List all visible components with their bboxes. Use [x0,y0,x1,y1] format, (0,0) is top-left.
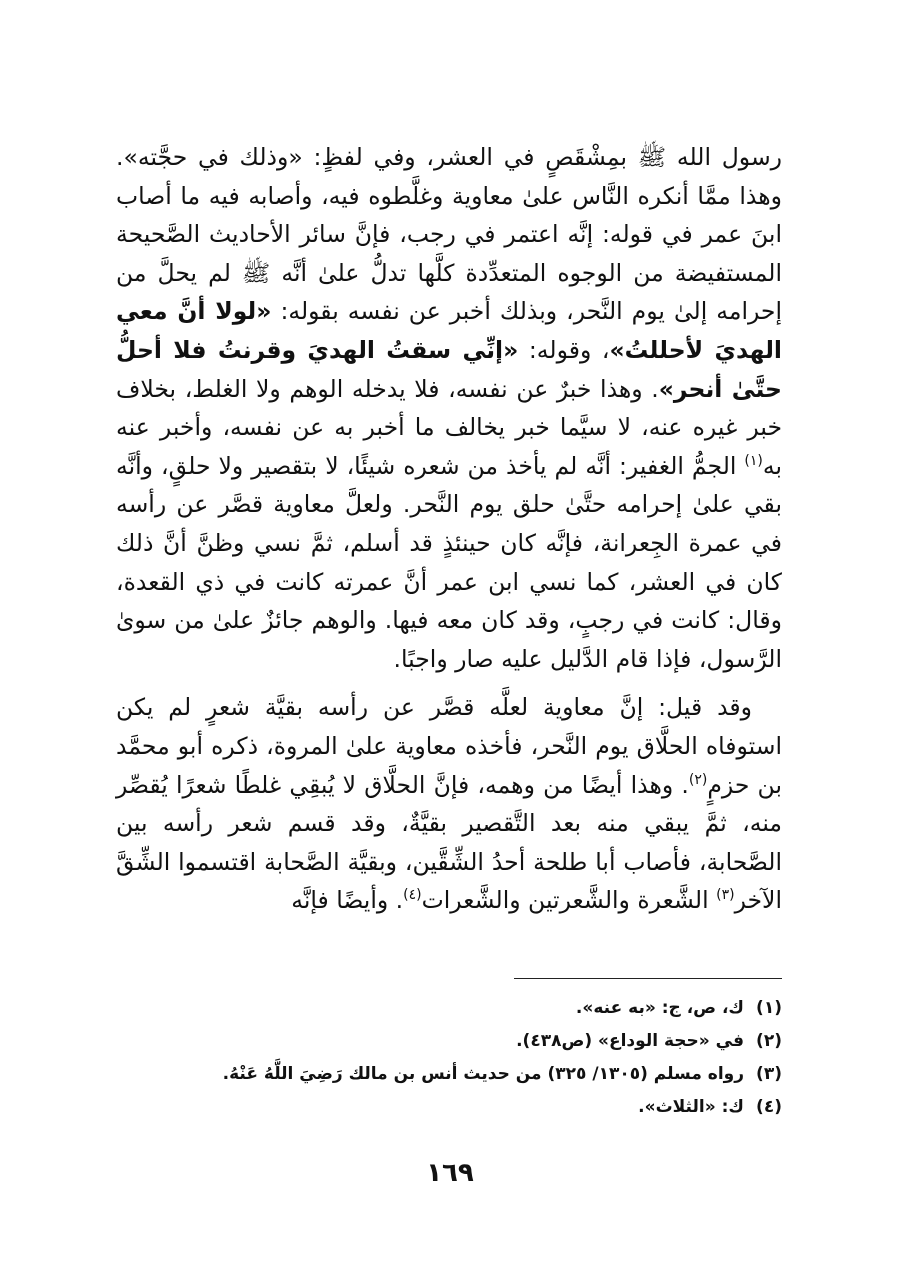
footnote-ref-1: (١) [744,452,763,469]
footnote-text: في «حجة الوداع» (ص٤٣٨). [516,1031,744,1051]
page-body [116,138,782,920]
footnote-ref-2: (٢) [688,771,708,788]
paragraph-2-text-2: . وهذا أيضًا من وهمه، فإنَّ الحلَّاق لا يُبقِي غلطًا شعرًا يُقصِّر منه، ثمَّ يبقي منه بعد التَّقصير بقيَّةٌ، وقد قسم شعر رأسه بين الصَّحابة، فأصاب أبا طلحة أحدُ الشِّقَّين، وبقيَّة الصَّحابة اقتسموا الشِّقَّ الآخر [116,770,782,915]
footnote-1 [116,992,782,1025]
footnote-number: (٣) [756,1064,782,1084]
footnote-text: ك: «الثلاث». [638,1097,744,1117]
paragraph-2-text-3: الشَّعرة والشَّعرتين والشَّعرات [421,886,717,915]
paragraph-2-text-1: وقد قيل: إنَّ معاوية لعلَّه قصَّر عن رأسه بقيَّة شعرٍ لم يكن استوفاه الحلَّاق يوم النَّحر، فأخذه معاوية علىٰ المروة، ذكره أبو محمَّد بن حزمٍ [116,693,782,799]
footnote-number: (١) [756,998,782,1018]
footnotes-list [116,992,782,1124]
hadith-quote-2: «إنِّي سقتُ الهديَ وقرنتُ فلا أحلُّ حتَّىٰ أنحر» [116,335,782,403]
paragraph-1-text-4: الجمُّ الغفير: أنَّه لم يأخذ من شعره شيئًا، لا بتقصير ولا حلقٍ، وأنَّه بقي علىٰ إحرامه حتَّىٰ حلق يوم النَّحر. ولعلَّ معاوية قصَّر عن رأسه في عمرة الجِعرانة، فإنَّه كان حينئذٍ قد أسلم، ثمَّ نسي وظنَّ أنَّ ذلك كان في العشر، كما نسي ابن عمر أنَّ عمرته كانت في ذي القعدة، وقال: كانت في رجبٍ، وقد كان معه فيها. والوهم جائزٌ علىٰ من سوىٰ الرَّسول، فإذا قام الدَّليل عليه صار واجبًا. [116,451,782,673]
footnote-4 [116,1091,782,1124]
paragraph-1-text-2: ، وقوله: [518,335,610,364]
hadith-quote-1: «لولا أنَّ معي الهديَ لأحللتُ» [116,297,782,364]
footnote-number: (٢) [756,1031,782,1051]
footnote-separator [514,978,782,979]
paragraph-1 [116,138,782,678]
paragraph-1-text-1: رسول الله ﷺ بمِشْقَصٍ في العشر، وفي لفظٍ: «وذلك في حجَّته». وهذا ممَّا أنكره النَّاس علىٰ معاوية وغلَّطوه فيه، وأصابه فيه ما أصاب ابنَ عمر في قوله: إنَّه اعتمر في رجب، فإنَّ سائر الأحاديث الصَّحيحة المستفيضة من الوجوه المتعدِّدة كلَّها تدلُّ علىٰ أنَّه ﷺ لم يحلَّ من إحرامه إلىٰ يوم النَّحر، وبذلك أخبر عن نفسه بقوله: [116,143,782,326]
footnote-text: ك، ص، ج: «به عنه». [575,998,744,1018]
footnote-2 [116,1025,782,1058]
paragraph-2 [116,688,782,920]
footnote-3 [116,1058,782,1091]
footnote-text: رواه مسلم (١٣٠٥/ ٣٢٥) من حديث أنس بن مالك رَضِيَ اللَّهُ عَنْهُ. [222,1064,744,1084]
page-number: ١٦٩ [426,1158,474,1188]
paragraph-1-text-3: . وهذا خبرٌ عن نفسه، فلا يدخله الوهم ولا الغلط، بخلاف خبر غيره عنه، لا سيَّما خبر يخالف ما أخبر به عن نفسه، وأخبر عنه به [116,374,782,480]
footnote-number: (٤) [756,1097,782,1117]
paragraph-2-text-4: . وأيضًا فإنَّه [291,886,404,915]
footnote-ref-3: (٣) [716,887,735,904]
footnote-ref-4: (٤) [403,887,422,904]
